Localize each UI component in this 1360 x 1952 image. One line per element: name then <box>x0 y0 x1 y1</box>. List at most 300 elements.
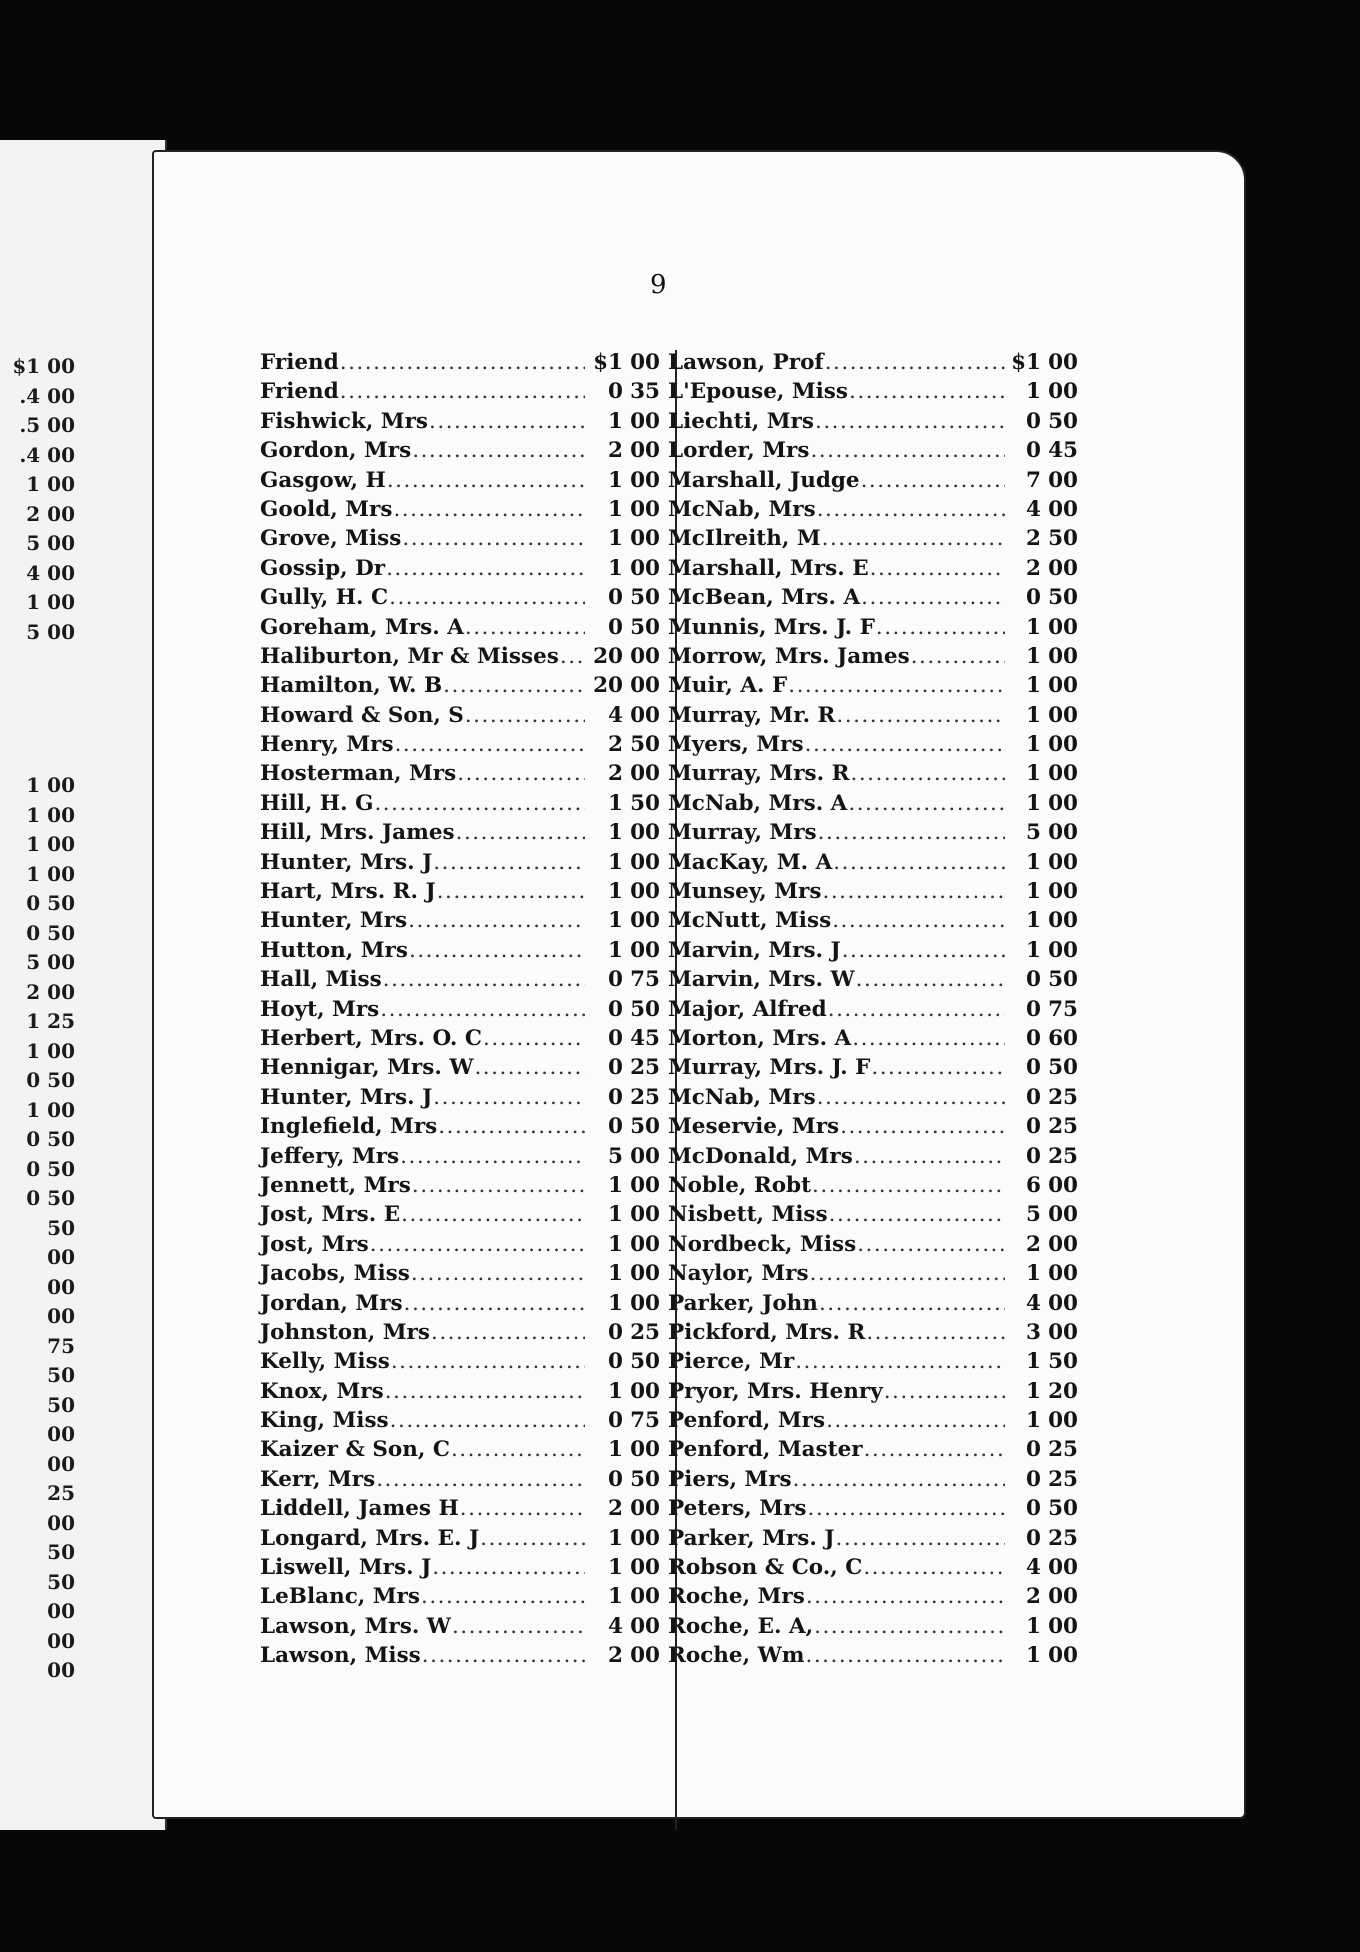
amount-cents: 00 <box>630 1437 660 1463</box>
amount <box>586 1230 660 1259</box>
list-entry <box>668 759 1078 788</box>
leader-dots <box>412 1171 585 1200</box>
leader-dots <box>836 1524 1005 1553</box>
amount <box>1006 877 1078 906</box>
amount-dollars: 1 <box>1026 732 1041 758</box>
leader-dots <box>825 348 1005 377</box>
list-entry <box>260 377 660 406</box>
subscriber-name: Henry, Mrs <box>260 732 394 758</box>
subscriber-name: Liddell, James H <box>260 1496 459 1522</box>
subscriber-name: Fishwick, Mrs <box>260 408 429 434</box>
previous-page-amount: 50 <box>47 1540 75 1564</box>
page-number: 9 <box>650 270 667 300</box>
amount <box>1006 1259 1078 1288</box>
subscriber-name: Nordbeck, Miss <box>668 1231 857 1257</box>
list-entry <box>260 495 660 524</box>
list-entry <box>260 1053 660 1082</box>
amount-dollars: 1 <box>1026 761 1041 787</box>
leader-dots <box>380 995 585 1024</box>
leader-dots <box>386 554 585 583</box>
amount <box>586 759 660 788</box>
amount-cents: 50 <box>630 1349 660 1375</box>
amount-dollars: 1 <box>608 820 623 846</box>
amount-dollars: 1 <box>1026 879 1041 905</box>
previous-page-amount: 1 00 <box>26 1038 75 1063</box>
leader-dots <box>408 906 585 935</box>
subscriber-name: Gossip, Dr <box>260 555 386 581</box>
list-entry <box>668 1582 1078 1611</box>
amount <box>1006 730 1078 759</box>
subscriber-name: Pierce, Mr <box>668 1349 795 1375</box>
leader-dots <box>819 1289 1005 1318</box>
leader-dots <box>560 642 585 671</box>
previous-page-amount: 50 <box>47 1215 75 1240</box>
leader-dots <box>849 377 1005 406</box>
amount <box>586 1582 660 1611</box>
amount-cents: 00 <box>1048 1643 1078 1669</box>
subscriber-name: Liechti, Mrs <box>668 408 814 434</box>
list-entry <box>260 965 660 994</box>
amount-dollars: 1 <box>1026 1643 1041 1669</box>
amount-cents: 00 <box>630 1555 660 1581</box>
amount <box>586 995 660 1024</box>
amount <box>1006 436 1078 465</box>
subscriber-name: Jost, Mrs <box>260 1231 369 1257</box>
amount-dollars: 0 <box>608 996 623 1022</box>
previous-page-amount: 00 <box>47 1628 75 1653</box>
amount-dollars: 0 <box>608 1466 623 1492</box>
amount-dollars: 1 <box>1026 643 1041 669</box>
amount <box>586 377 660 406</box>
amount-cents: 75 <box>1048 996 1078 1022</box>
subscriber-name: Lorder, Mrs <box>668 438 810 464</box>
subscriber-name: Herbert, Mrs. O. C <box>260 1025 483 1051</box>
list-entry <box>668 524 1078 553</box>
leader-dots <box>814 1612 1005 1641</box>
amount <box>586 1289 660 1318</box>
subscriber-name: Noble, Robt <box>668 1172 812 1198</box>
leader-dots <box>483 1024 585 1053</box>
amount <box>586 877 660 906</box>
amount-dollars: 1 <box>608 467 623 493</box>
document-page <box>152 150 1246 1819</box>
amount <box>1006 1524 1078 1553</box>
previous-page-amount: 1 00 <box>26 1097 75 1122</box>
amount <box>1006 1053 1078 1082</box>
amount-cents: 00 <box>630 673 660 699</box>
amount <box>1006 848 1078 877</box>
amount-dollars: 1 <box>608 1261 623 1287</box>
amount-cents: 00 <box>1048 467 1078 493</box>
amount-cents: 00 <box>630 438 660 464</box>
amount <box>1006 965 1078 994</box>
amount-dollars: 1 <box>1026 790 1041 816</box>
subscriber-name: Myers, Mrs <box>668 732 804 758</box>
leader-dots <box>851 759 1006 788</box>
amount-cents: 00 <box>630 526 660 552</box>
amount-dollars: 4 <box>1026 1290 1041 1316</box>
list-entry <box>668 1230 1078 1259</box>
amount-dollars: 0 <box>608 1408 623 1434</box>
leader-dots <box>857 1230 1005 1259</box>
amount-cents: 00 <box>630 879 660 905</box>
amount-cents: 25 <box>630 1084 660 1110</box>
amount-cents: 50 <box>630 790 660 816</box>
leader-dots <box>911 642 1005 671</box>
amount-dollars: 2 <box>1026 555 1041 581</box>
leader-dots <box>793 1465 1005 1494</box>
list-entry <box>260 348 660 377</box>
amount <box>1006 936 1078 965</box>
amount <box>1006 1318 1078 1347</box>
amount <box>586 1171 660 1200</box>
leader-dots <box>795 1347 1005 1376</box>
amount-cents: 00 <box>1048 1555 1078 1581</box>
amount-cents: 25 <box>1048 1525 1078 1551</box>
leader-dots <box>818 818 1005 847</box>
amount-dollars: 2 <box>608 1496 623 1522</box>
amount <box>586 1112 660 1141</box>
previous-page-amount: 0 50 <box>26 891 75 915</box>
amount <box>1006 407 1078 436</box>
previous-page-amount: 0 50 <box>26 1068 75 1092</box>
subscriber-name: Marvin, Mrs. J <box>668 937 841 963</box>
amount <box>1006 1347 1078 1376</box>
amount-dollars: 2 <box>608 732 623 758</box>
leader-dots <box>385 1377 585 1406</box>
amount-cents: 45 <box>630 1025 660 1051</box>
previous-page-amount: 00 <box>47 1422 75 1446</box>
amount-cents: 00 <box>630 702 660 728</box>
amount <box>1006 1465 1078 1494</box>
subscriber-name: Parker, Mrs. J <box>668 1525 835 1551</box>
subscriber-name: Munsey, Mrs <box>668 879 822 905</box>
leader-dots <box>401 1200 585 1229</box>
subscriber-name: Munnis, Mrs. J. F <box>668 614 875 640</box>
amount-cents: 25 <box>1048 1114 1078 1140</box>
amount-cents: 25 <box>1048 1084 1078 1110</box>
amount-dollars: 4 <box>1026 496 1041 522</box>
amount <box>586 1142 660 1171</box>
subscriber-name: Parker, John <box>668 1290 818 1316</box>
leader-dots <box>861 466 1005 495</box>
leader-dots <box>871 1053 1005 1082</box>
subscriber-name: Pickford, Mrs. R <box>668 1319 866 1345</box>
leader-dots <box>863 1553 1005 1582</box>
amount <box>586 1053 660 1082</box>
previous-page-amount: 5 00 <box>26 531 75 555</box>
subscriber-name: Knox, Mrs <box>260 1378 384 1404</box>
amount-dollars: 1 <box>1026 702 1041 728</box>
previous-page-amount: 75 <box>47 1333 75 1358</box>
amount-dollars: 0 <box>608 1084 623 1110</box>
amount-cents: 50 <box>630 1466 660 1492</box>
subscriber-name: King, Miss <box>260 1408 389 1434</box>
amount-dollars: 7 <box>1026 467 1041 493</box>
amount <box>586 1024 660 1053</box>
amount-cents: 00 <box>630 820 660 846</box>
amount-dollars: 0 <box>608 1025 623 1051</box>
leader-dots <box>431 1318 585 1347</box>
list-entry <box>260 1289 660 1318</box>
leader-dots <box>383 965 585 994</box>
amount-cents: 00 <box>1048 1290 1078 1316</box>
list-entry <box>668 965 1078 994</box>
leader-dots <box>884 1377 1005 1406</box>
amount-dollars: 1 <box>608 526 623 552</box>
subscriber-name: Jost, Mrs. E <box>260 1202 401 1228</box>
list-entry <box>668 1435 1078 1464</box>
amount-cents: 00 <box>1048 761 1078 787</box>
subscriber-name: Hunter, Mrs. J <box>260 849 433 875</box>
leader-dots <box>822 524 1005 553</box>
amount-dollars: 1 <box>1026 908 1041 934</box>
subscriber-name: McNab, Mrs <box>668 496 816 522</box>
previous-page-amount: 00 <box>47 1274 75 1299</box>
amount-cents: 00 <box>1048 1584 1078 1610</box>
amount-cents: 00 <box>1048 1261 1078 1287</box>
subscriber-name: Hunter, Mrs <box>260 908 408 934</box>
amount-dollars: 3 <box>1026 1319 1041 1345</box>
amount-cents: 00 <box>630 555 660 581</box>
subscriber-name: Hamilton, W. B <box>260 673 443 699</box>
leader-dots <box>805 1641 1005 1670</box>
amount-dollars: $1 <box>1011 350 1041 375</box>
amount-dollars: 2 <box>608 1643 623 1669</box>
amount <box>586 436 660 465</box>
amount <box>1006 466 1078 495</box>
amount <box>586 701 660 730</box>
leader-dots <box>817 1083 1005 1112</box>
amount-cents: 00 <box>1048 732 1078 758</box>
list-entry <box>260 554 660 583</box>
amount <box>1006 995 1078 1024</box>
amount <box>586 554 660 583</box>
previous-page-amount: 1 00 <box>26 861 75 886</box>
list-entry <box>668 1612 1078 1641</box>
list-entry <box>260 1318 660 1347</box>
list-entry <box>668 1259 1078 1288</box>
subscriber-list-right <box>668 348 1078 1671</box>
leader-dots <box>822 877 1005 906</box>
previous-page-amount: 50 <box>47 1392 75 1417</box>
amount-dollars: 4 <box>1026 1555 1041 1581</box>
previous-page-amount: 1 25 <box>26 1009 75 1033</box>
list-entry <box>668 1641 1078 1670</box>
amount-cents: 00 <box>1048 614 1078 640</box>
amount <box>1006 583 1078 612</box>
amount-cents: 00 <box>1048 1202 1078 1228</box>
subscriber-name: Murray, Mrs. R <box>668 761 850 787</box>
previous-page-amount: .4 00 <box>19 442 75 467</box>
subscriber-name: Gully, H. C <box>260 585 389 611</box>
amount <box>586 583 660 612</box>
amount-dollars: 4 <box>608 702 623 728</box>
amount <box>586 1200 660 1229</box>
leader-dots <box>422 1641 585 1670</box>
amount-dollars: 1 <box>608 1584 623 1610</box>
list-entry <box>668 1347 1078 1376</box>
subscriber-name: Longard, Mrs. E. J <box>260 1525 480 1551</box>
subscriber-name: Goreham, Mrs. A <box>260 614 464 640</box>
amount-cents: 35 <box>630 379 660 405</box>
amount-dollars: 1 <box>1026 1613 1041 1639</box>
previous-page-amount: 0 50 <box>26 920 75 945</box>
list-entry <box>668 1318 1078 1347</box>
amount-cents: 00 <box>630 1290 660 1316</box>
amount-cents: 20 <box>1048 1378 1078 1404</box>
leader-dots <box>402 524 585 553</box>
list-entry <box>668 1494 1078 1523</box>
leader-dots <box>393 495 585 524</box>
subscriber-name: McNab, Mrs <box>668 1084 816 1110</box>
subscriber-name: Morton, Mrs. A <box>668 1025 852 1051</box>
previous-page-amount: 1 00 <box>26 773 75 797</box>
previous-page-amount: 5 00 <box>26 950 75 974</box>
leader-dots <box>480 1524 585 1553</box>
leader-dots <box>432 1553 585 1582</box>
leader-dots <box>443 671 585 700</box>
subscriber-name: Hill, H. G <box>260 790 374 816</box>
amount-cents: 00 <box>630 643 660 669</box>
list-entry <box>668 1289 1078 1318</box>
amount <box>1006 1435 1078 1464</box>
list-entry <box>668 1377 1078 1406</box>
list-entry <box>668 642 1078 671</box>
leader-dots <box>451 1435 585 1464</box>
amount-dollars: 0 <box>1026 1084 1041 1110</box>
list-entry <box>668 848 1078 877</box>
amount-cents: 00 <box>630 1172 660 1198</box>
leader-dots <box>864 1435 1005 1464</box>
previous-page-amount: 1 00 <box>26 590 75 614</box>
leader-dots <box>404 1289 585 1318</box>
subscriber-name: Lawson, Mrs. W <box>260 1613 451 1639</box>
subscriber-name: Howard & Son, S <box>260 702 464 728</box>
amount-cents: 25 <box>630 1055 660 1081</box>
leader-dots <box>421 1582 585 1611</box>
list-entry <box>260 1024 660 1053</box>
amount <box>1006 1494 1078 1523</box>
list-entry <box>668 1465 1078 1494</box>
amount-dollars: 2 <box>1026 1231 1041 1257</box>
amount-dollars: 1 <box>1026 1261 1041 1287</box>
leader-dots <box>465 613 585 642</box>
leader-dots <box>400 1142 585 1171</box>
list-entry <box>260 1377 660 1406</box>
amount-cents: 50 <box>1048 967 1078 993</box>
amount-dollars: 20 <box>593 643 623 669</box>
previous-page-amount: $1 00 <box>12 354 75 378</box>
amount-dollars: 2 <box>1026 1584 1041 1610</box>
list-entry <box>260 1347 660 1376</box>
amount <box>1006 613 1078 642</box>
amount-dollars: 0 <box>1026 1496 1041 1522</box>
list-entry <box>668 407 1078 436</box>
amount <box>586 965 660 994</box>
amount-cents: 00 <box>1048 350 1078 375</box>
list-entry <box>260 995 660 1024</box>
amount <box>586 1465 660 1494</box>
previous-page-amount: .5 00 <box>19 413 75 437</box>
amount <box>586 524 660 553</box>
leader-dots <box>833 848 1005 877</box>
amount <box>1006 1024 1078 1053</box>
amount <box>586 348 660 377</box>
amount <box>1006 1289 1078 1318</box>
list-entry <box>260 906 660 935</box>
amount-dollars: 0 <box>1026 1114 1041 1140</box>
amount <box>586 906 660 935</box>
subscriber-name: Nisbett, Miss <box>668 1202 828 1228</box>
subscriber-name: Murray, Mrs. J. F <box>668 1055 871 1081</box>
leader-dots <box>433 848 585 877</box>
blank-gap <box>0 647 75 771</box>
subscriber-name: Jacobs, Miss <box>260 1261 410 1287</box>
amount <box>1006 348 1078 377</box>
leader-dots <box>437 877 585 906</box>
subscriber-name: Liswell, Mrs. J <box>260 1555 432 1581</box>
list-entry <box>260 583 660 612</box>
amount-dollars: 1 <box>1026 849 1041 875</box>
list-entry <box>260 1083 660 1112</box>
previous-page-amount: 0 50 <box>26 1156 75 1181</box>
previous-page-amount: 00 <box>47 1658 75 1682</box>
amount-cents: 00 <box>1048 908 1078 934</box>
list-entry <box>668 1406 1078 1435</box>
subscriber-name: Inglefield, Mrs <box>260 1114 438 1140</box>
leader-dots <box>828 995 1005 1024</box>
list-entry <box>260 936 660 965</box>
leader-dots <box>391 1347 585 1376</box>
amount-dollars: 1 <box>608 1437 623 1463</box>
list-entry <box>668 877 1078 906</box>
amount <box>586 1553 660 1582</box>
amount-cents: 00 <box>630 1378 660 1404</box>
leader-dots <box>840 1112 1005 1141</box>
list-entry <box>668 1053 1078 1082</box>
amount-cents: 00 <box>630 496 660 522</box>
amount-cents: 00 <box>1048 379 1078 405</box>
amount-dollars: 1 <box>608 790 623 816</box>
subscriber-name: Jeffery, Mrs <box>260 1143 400 1169</box>
list-entry <box>668 495 1078 524</box>
amount-cents: 00 <box>1048 673 1078 699</box>
amount <box>1006 1377 1078 1406</box>
amount <box>1006 1553 1078 1582</box>
list-entry <box>668 613 1078 642</box>
leader-dots <box>810 1259 1005 1288</box>
amount-dollars: 0 <box>1026 1437 1041 1463</box>
list-entry <box>668 789 1078 818</box>
amount-dollars: 1 <box>608 555 623 581</box>
previous-page-amount: 50 <box>47 1569 75 1594</box>
list-entry <box>260 1406 660 1435</box>
leader-dots <box>412 436 585 465</box>
amount-dollars: 2 <box>608 438 623 464</box>
amount-dollars: 0 <box>1026 1055 1041 1081</box>
subscriber-name: Hall, Miss <box>260 967 382 993</box>
subscriber-list-left <box>260 348 660 1671</box>
amount-cents: 25 <box>630 1319 660 1345</box>
amount-dollars: 4 <box>608 1613 623 1639</box>
list-entry <box>260 1641 660 1670</box>
subscriber-name: L'Epouse, Miss <box>668 379 849 405</box>
amount-dollars: 1 <box>1026 1349 1041 1375</box>
amount-dollars: 0 <box>608 614 623 640</box>
amount-dollars: 1 <box>608 1555 623 1581</box>
amount <box>1006 1230 1078 1259</box>
